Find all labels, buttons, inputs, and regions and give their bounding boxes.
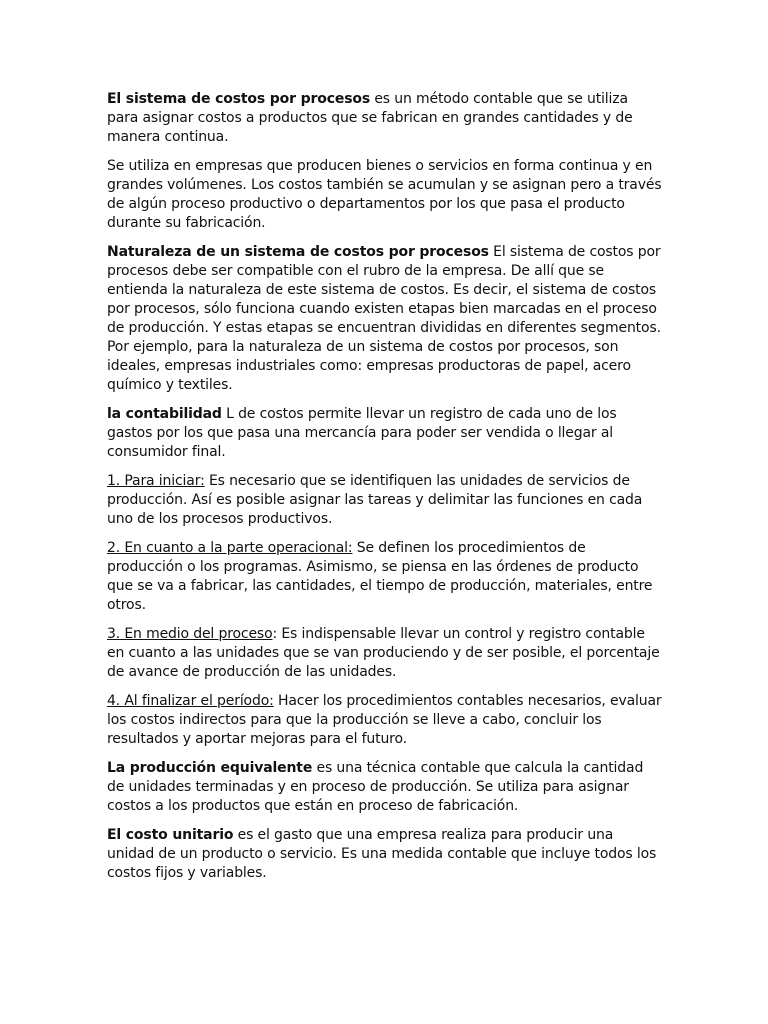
paragraph-nature: [107, 243, 663, 395]
paragraph-lead: El sistema de costos por procesos: [107, 91, 371, 107]
paragraph-body: es un método contable que se utiliza para asignar costos a productos que se fabrican en grandes cantidades y de manera continua.: [107, 91, 633, 145]
step-2-paragraph: [107, 539, 663, 615]
paragraph-lead: El costo unitario: [107, 827, 234, 843]
step-4-heading: 4. Al finalizar el período:: [107, 693, 274, 709]
paragraph-unit-cost: [107, 826, 663, 883]
paragraph-body: El sistema de costos por procesos debe ser compatible con el rubro de la empresa. De allí que se entienda la naturaleza de este sistema de costos. Es decir, el sistema de costos por procesos, sólo funciona cuando existen etapas bien marcadas en el proceso de producción. Y estas etapas se encuentran divididas en diferentes segmentos. Por ejemplo, para la naturaleza de un sistema de costos por procesos, son ideales, empresas industriales como: empresas productoras de papel, acero químico y textiles.: [107, 244, 661, 393]
paragraph-body: Hacer los procedimientos contables necesarios, evaluar los costos indirectos para que la producción se lleve a cabo, concluir los resultados y aportar mejoras para el futuro.: [107, 693, 662, 747]
paragraph-body: Se definen los procedimientos de producción o los programas. Asimismo, se piensa en las órdenes de producto que se va a fabricar, las cantidades, el tiempo de producción, materiales, entre otros.: [107, 540, 653, 613]
document-page: [107, 90, 663, 893]
step-4-paragraph: [107, 692, 663, 749]
step-2-heading: 2. En cuanto a la parte operacional:: [107, 540, 353, 556]
step-1-heading: 1. Para iniciar:: [107, 473, 205, 489]
step-1-paragraph: [107, 472, 663, 529]
step-3-paragraph: [107, 625, 663, 682]
paragraph-usage: [107, 157, 663, 233]
paragraph-lead: La producción equivalente: [107, 760, 313, 776]
paragraph-body: es una técnica contable que calcula la cantidad de unidades terminadas y en proceso de producción. Se utiliza para asignar costos a los productos que están en proceso de fabricación.: [107, 760, 644, 814]
paragraph-equivalent-production: [107, 759, 663, 816]
paragraph-body: L de costos permite llevar un registro de cada uno de los gastos por los que pasa una mercancía para poder ser vendida o llegar al consumidor final.: [107, 406, 617, 460]
paragraph-lead: la contabilidad: [107, 406, 222, 422]
paragraph-body: : Es indispensable llevar un control y registro contable en cuanto a las unidades que se van produciendo y de ser posible, el porcentaje de avance de producción de las unidades.: [107, 626, 660, 680]
paragraph-body: Se utiliza en empresas que producen bienes o servicios en forma continua y en grandes volúmenes. Los costos también se acumulan y se asignan pero a través de algún proceso productivo o departamentos por los que pasa el producto durante su fabricación.: [107, 158, 662, 231]
step-3-heading: 3. En medio del proceso: [107, 626, 273, 642]
paragraph-body: es el gasto que una empresa realiza para producir una unidad de un producto o servicio. Es una medida contable que incluye todos los costos fijos y variables.: [107, 827, 657, 881]
paragraph-definition: [107, 90, 663, 147]
paragraph-accounting: [107, 405, 663, 462]
paragraph-lead: Naturaleza de un sistema de costos por procesos: [107, 244, 489, 260]
paragraph-body: Es necesario que se identifiquen las unidades de servicios de producción. Así es posible asignar las tareas y delimitar las funciones en cada uno de los procesos productivos.: [107, 473, 643, 527]
